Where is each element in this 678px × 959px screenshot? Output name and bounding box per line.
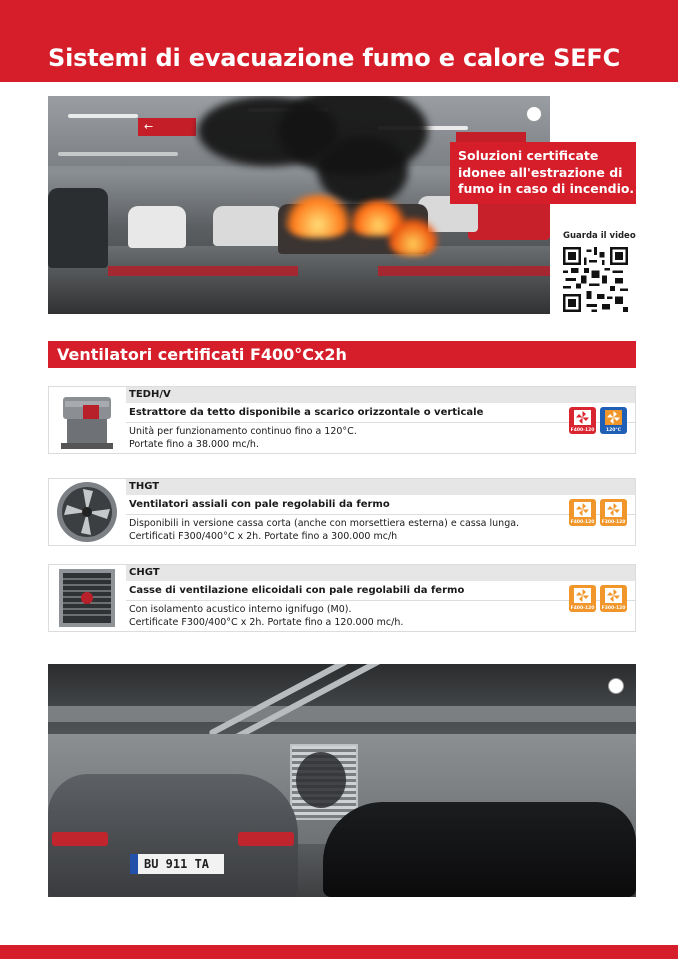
divider [126, 422, 635, 423]
divider [126, 514, 635, 515]
brand-logo [608, 678, 624, 694]
certification-badges [569, 407, 631, 435]
axial-fan-image [53, 479, 121, 545]
roof-extractor-image [53, 387, 121, 453]
certification-badge-icon: F400-120 [569, 499, 596, 526]
product-code: THGT [129, 481, 160, 492]
section-title: Ventilatori certificati F400°Cx2h [57, 345, 347, 364]
product-description [129, 517, 519, 543]
license-plate: BU 911 TA [130, 854, 224, 874]
qr-code[interactable] [563, 247, 628, 312]
callout-line: fumo in caso di incendio. [458, 181, 635, 196]
certification-badge-icon: F300-120 [600, 585, 627, 612]
certification-badge-icon: 120°C [600, 407, 627, 434]
page-title: Sistemi di evacuazione fumo e calore SEFC [48, 44, 621, 72]
product-card-thgt [48, 478, 636, 546]
exit-sign: ← [138, 118, 196, 136]
product-code: TEDH/V [129, 389, 171, 400]
tail-light [52, 832, 108, 846]
desc-line: Certificate F300/400°C x 2h. Portate fino a 120.000 mc/h. [129, 617, 404, 628]
product-subtitle: Ventilatori assiali con pale regolabili da fermo [129, 499, 390, 510]
product-subtitle: Estrattore da tetto disponibile a scarico orizzontale o verticale [129, 407, 484, 418]
desc-line: Con isolamento acustico interno ignifugo (M0). [129, 604, 352, 615]
hero-callout [450, 142, 636, 204]
brand-logo [526, 106, 542, 122]
parking-garage-image [48, 664, 636, 897]
certification-badge-icon: F400-120 [569, 407, 596, 434]
product-subtitle: Casse di ventilazione elicoidali con pale regolabili da fermo [129, 585, 465, 596]
ceiling-beam [48, 706, 636, 722]
parked-car-black [323, 802, 636, 897]
product-description [129, 603, 403, 629]
product-card-tedh [48, 386, 636, 454]
fire-flames [388, 216, 438, 256]
hero-floor [48, 246, 550, 314]
fire-flames [283, 194, 353, 238]
callout-line: Soluzioni certificate [458, 148, 599, 163]
floor-marking [108, 266, 298, 276]
ceiling-light [58, 152, 178, 156]
parked-car [128, 206, 186, 248]
hero-image-car-fire [48, 96, 550, 314]
desc-line: Certificati F300/400°C x 2h. Portate fino a 300.000 mc/h [129, 531, 398, 542]
certification-badges [569, 499, 631, 527]
desc-line: Portate fino a 38.000 mc/h. [129, 439, 259, 450]
product-title-strip [126, 565, 635, 581]
product-title-strip [126, 479, 635, 495]
product-code: CHGT [129, 567, 160, 578]
certification-badge-icon: F400-120 [569, 585, 596, 612]
product-title-strip [126, 387, 635, 403]
floor-marking [378, 266, 550, 276]
certification-badge-icon: F300-120 [600, 499, 627, 526]
callout-line: idonee all'estrazione di [458, 164, 623, 180]
desc-line: Disponibili in versione cassa corta (anche con morsettiera esterna) e cassa lunga. [129, 518, 520, 529]
header-bar [0, 0, 678, 82]
product-card-chgt [48, 564, 636, 632]
footer-bar [0, 945, 678, 959]
ceiling-light [68, 114, 138, 118]
section-header [48, 341, 636, 368]
wall-fan-icon [296, 752, 346, 808]
video-label: Guarda il video [563, 231, 636, 241]
tail-light [238, 832, 294, 846]
parked-car [213, 206, 283, 246]
fan-box-image [53, 565, 121, 631]
desc-line: Unità per funzionamento continuo fino a 120°C. [129, 426, 357, 437]
divider [126, 600, 635, 601]
certification-badges [569, 585, 631, 613]
parked-car [48, 188, 108, 268]
product-description [129, 425, 357, 451]
